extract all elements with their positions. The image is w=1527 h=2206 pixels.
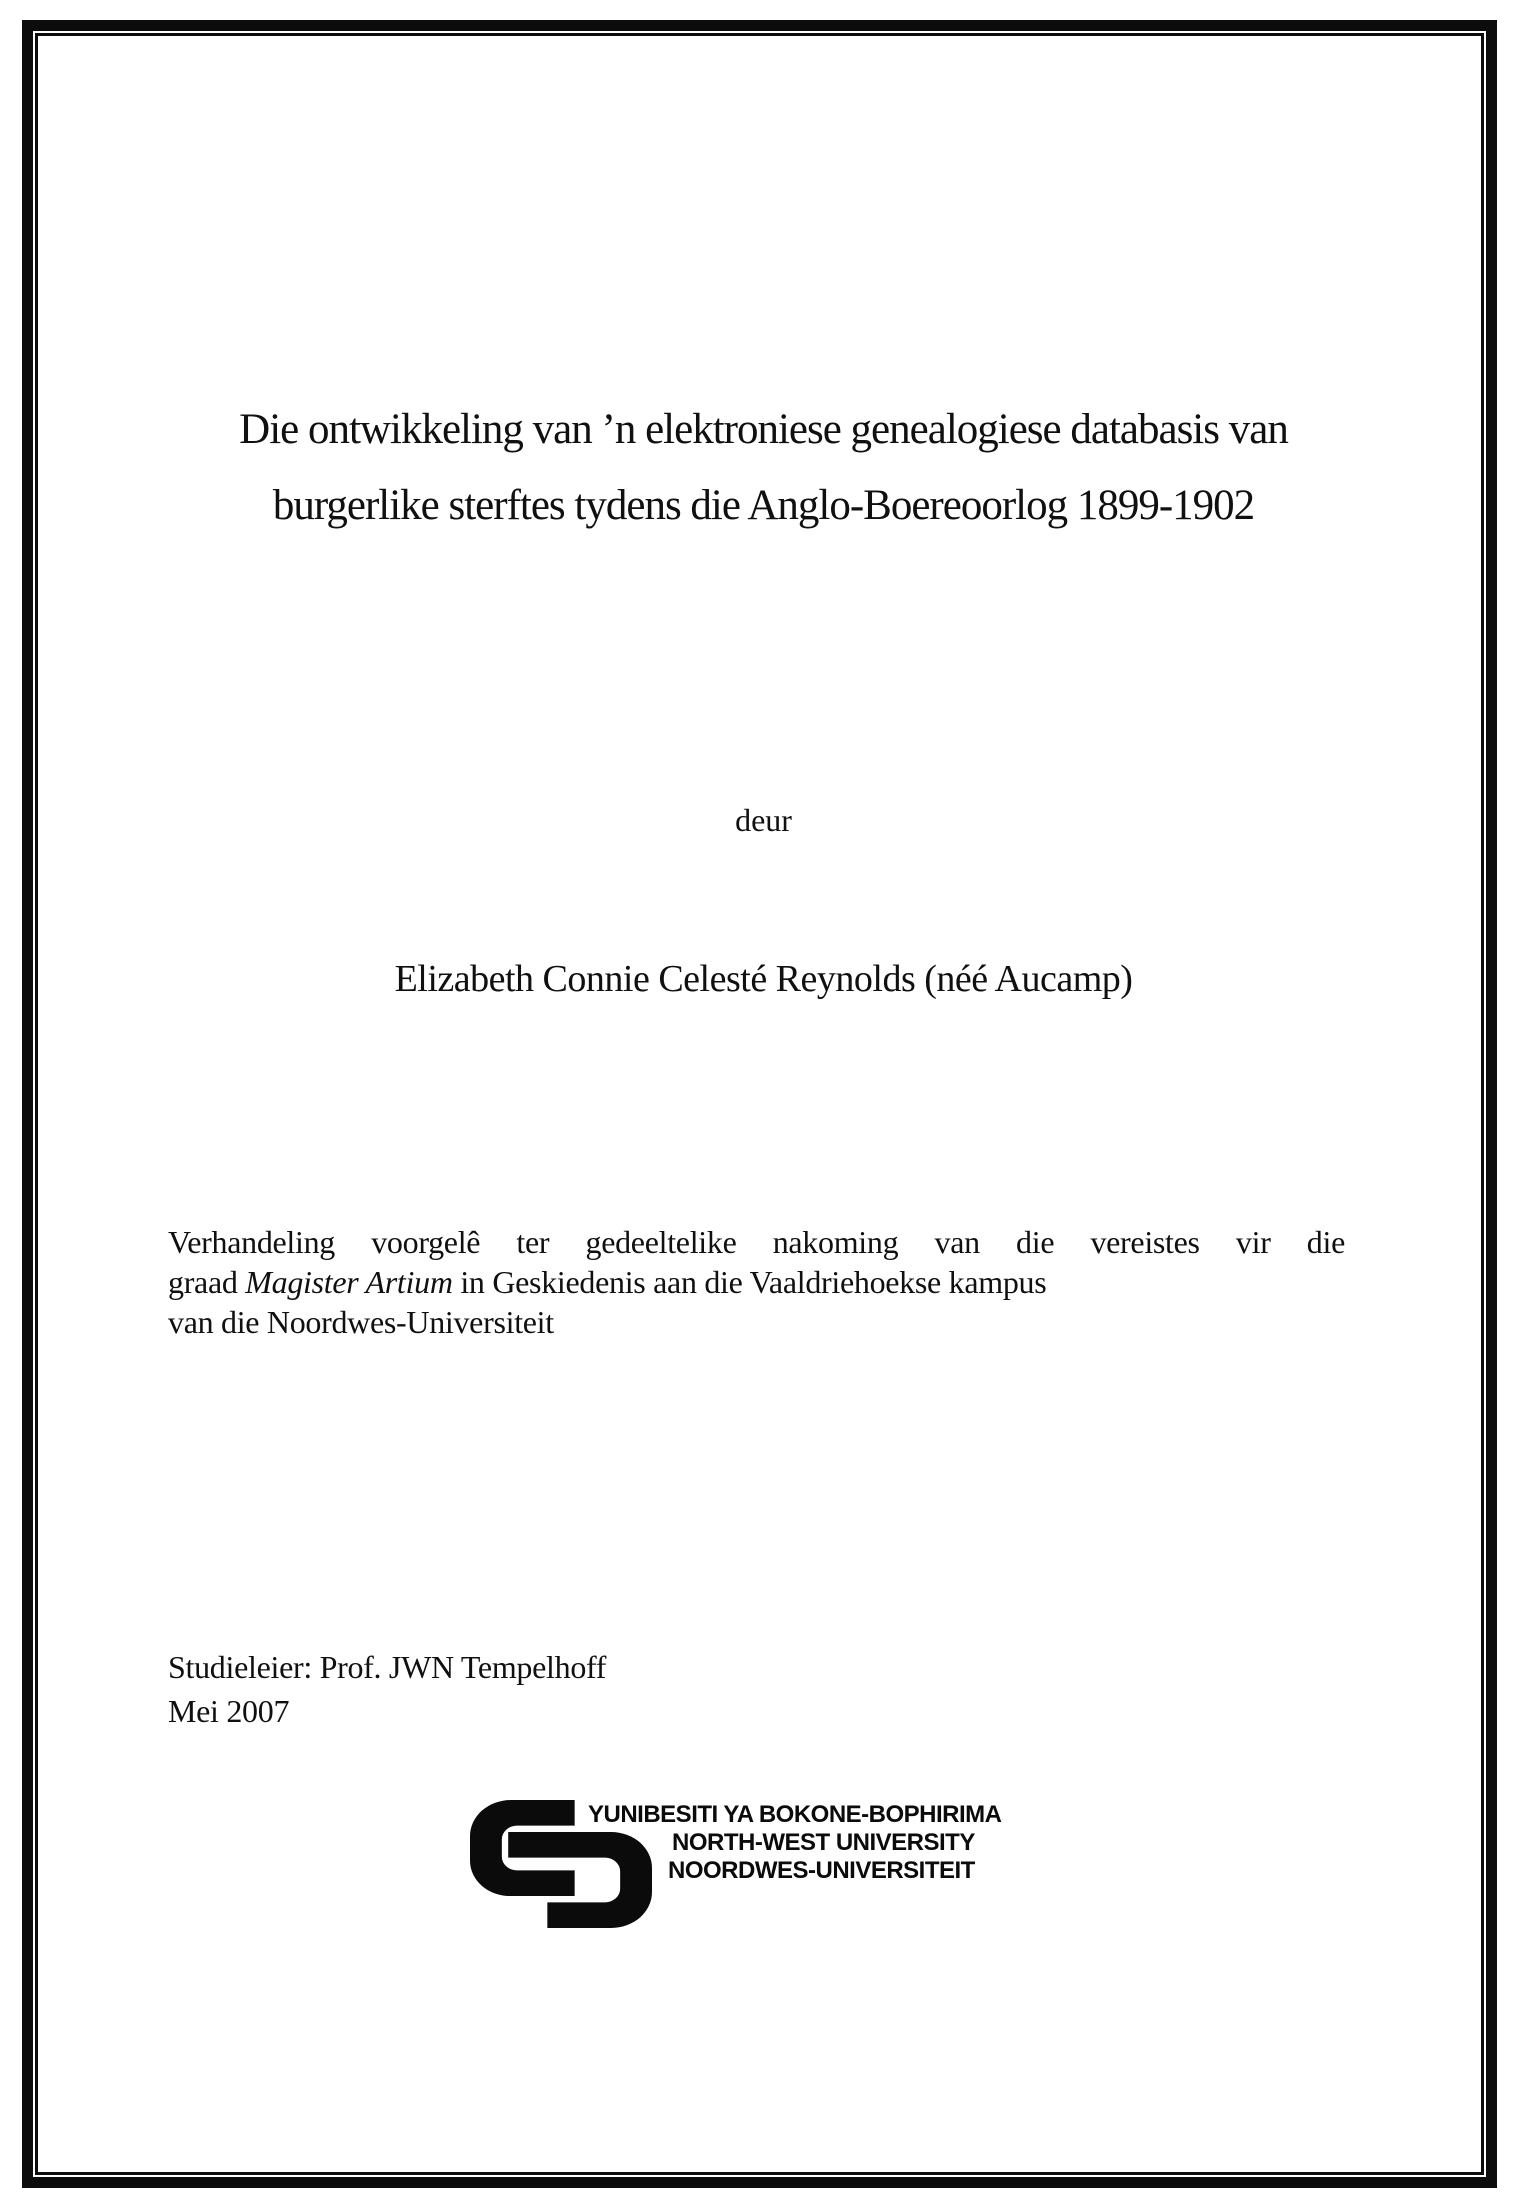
degree-name-italic: Magister Artium xyxy=(245,1264,453,1300)
degree-statement-line-3: van die Noordwes-Universiteit xyxy=(168,1304,554,1340)
university-name-english: NORTH-WEST UNIVERSITY xyxy=(672,1829,975,1856)
university-name-setswana: YUNIBESITI YA BOKONE-BOPHIRIMA xyxy=(588,1801,1002,1828)
degree-statement xyxy=(168,1222,1345,1342)
thesis-title-line-1: Die ontwikkeling van ’n elektroniese genealogiese databasis van xyxy=(239,406,1288,453)
degree-statement-line-2 xyxy=(168,1262,1345,1302)
date-line: Mei 2007 xyxy=(168,1693,290,1729)
thesis-title xyxy=(110,392,1417,544)
university-logo xyxy=(470,1798,1090,1938)
university-name-afrikaans: NOORDWES-UNIVERSITEIT xyxy=(668,1857,975,1884)
supervisor-block xyxy=(168,1645,606,1733)
byline-deur: deur xyxy=(735,802,792,838)
degree-statement-line2-prefix: graad xyxy=(168,1264,246,1300)
degree-statement-line2-suffix: in Geskiedenis aan die Vaaldriehoekse kampus xyxy=(452,1264,1047,1300)
degree-statement-line-1: Verhandeling voorgelê ter gedeeltelike nakoming van die vereistes vir die xyxy=(168,1224,1345,1260)
thesis-title-line-2: burgerlike sterftes tydens die Anglo-Boereoorlog 1899-1902 xyxy=(272,482,1255,529)
author-name: Elizabeth Connie Celesté Reynolds (néé Aucamp) xyxy=(394,958,1133,1000)
supervisor-line: Studieleier: Prof. JWN Tempelhoff xyxy=(168,1649,607,1685)
